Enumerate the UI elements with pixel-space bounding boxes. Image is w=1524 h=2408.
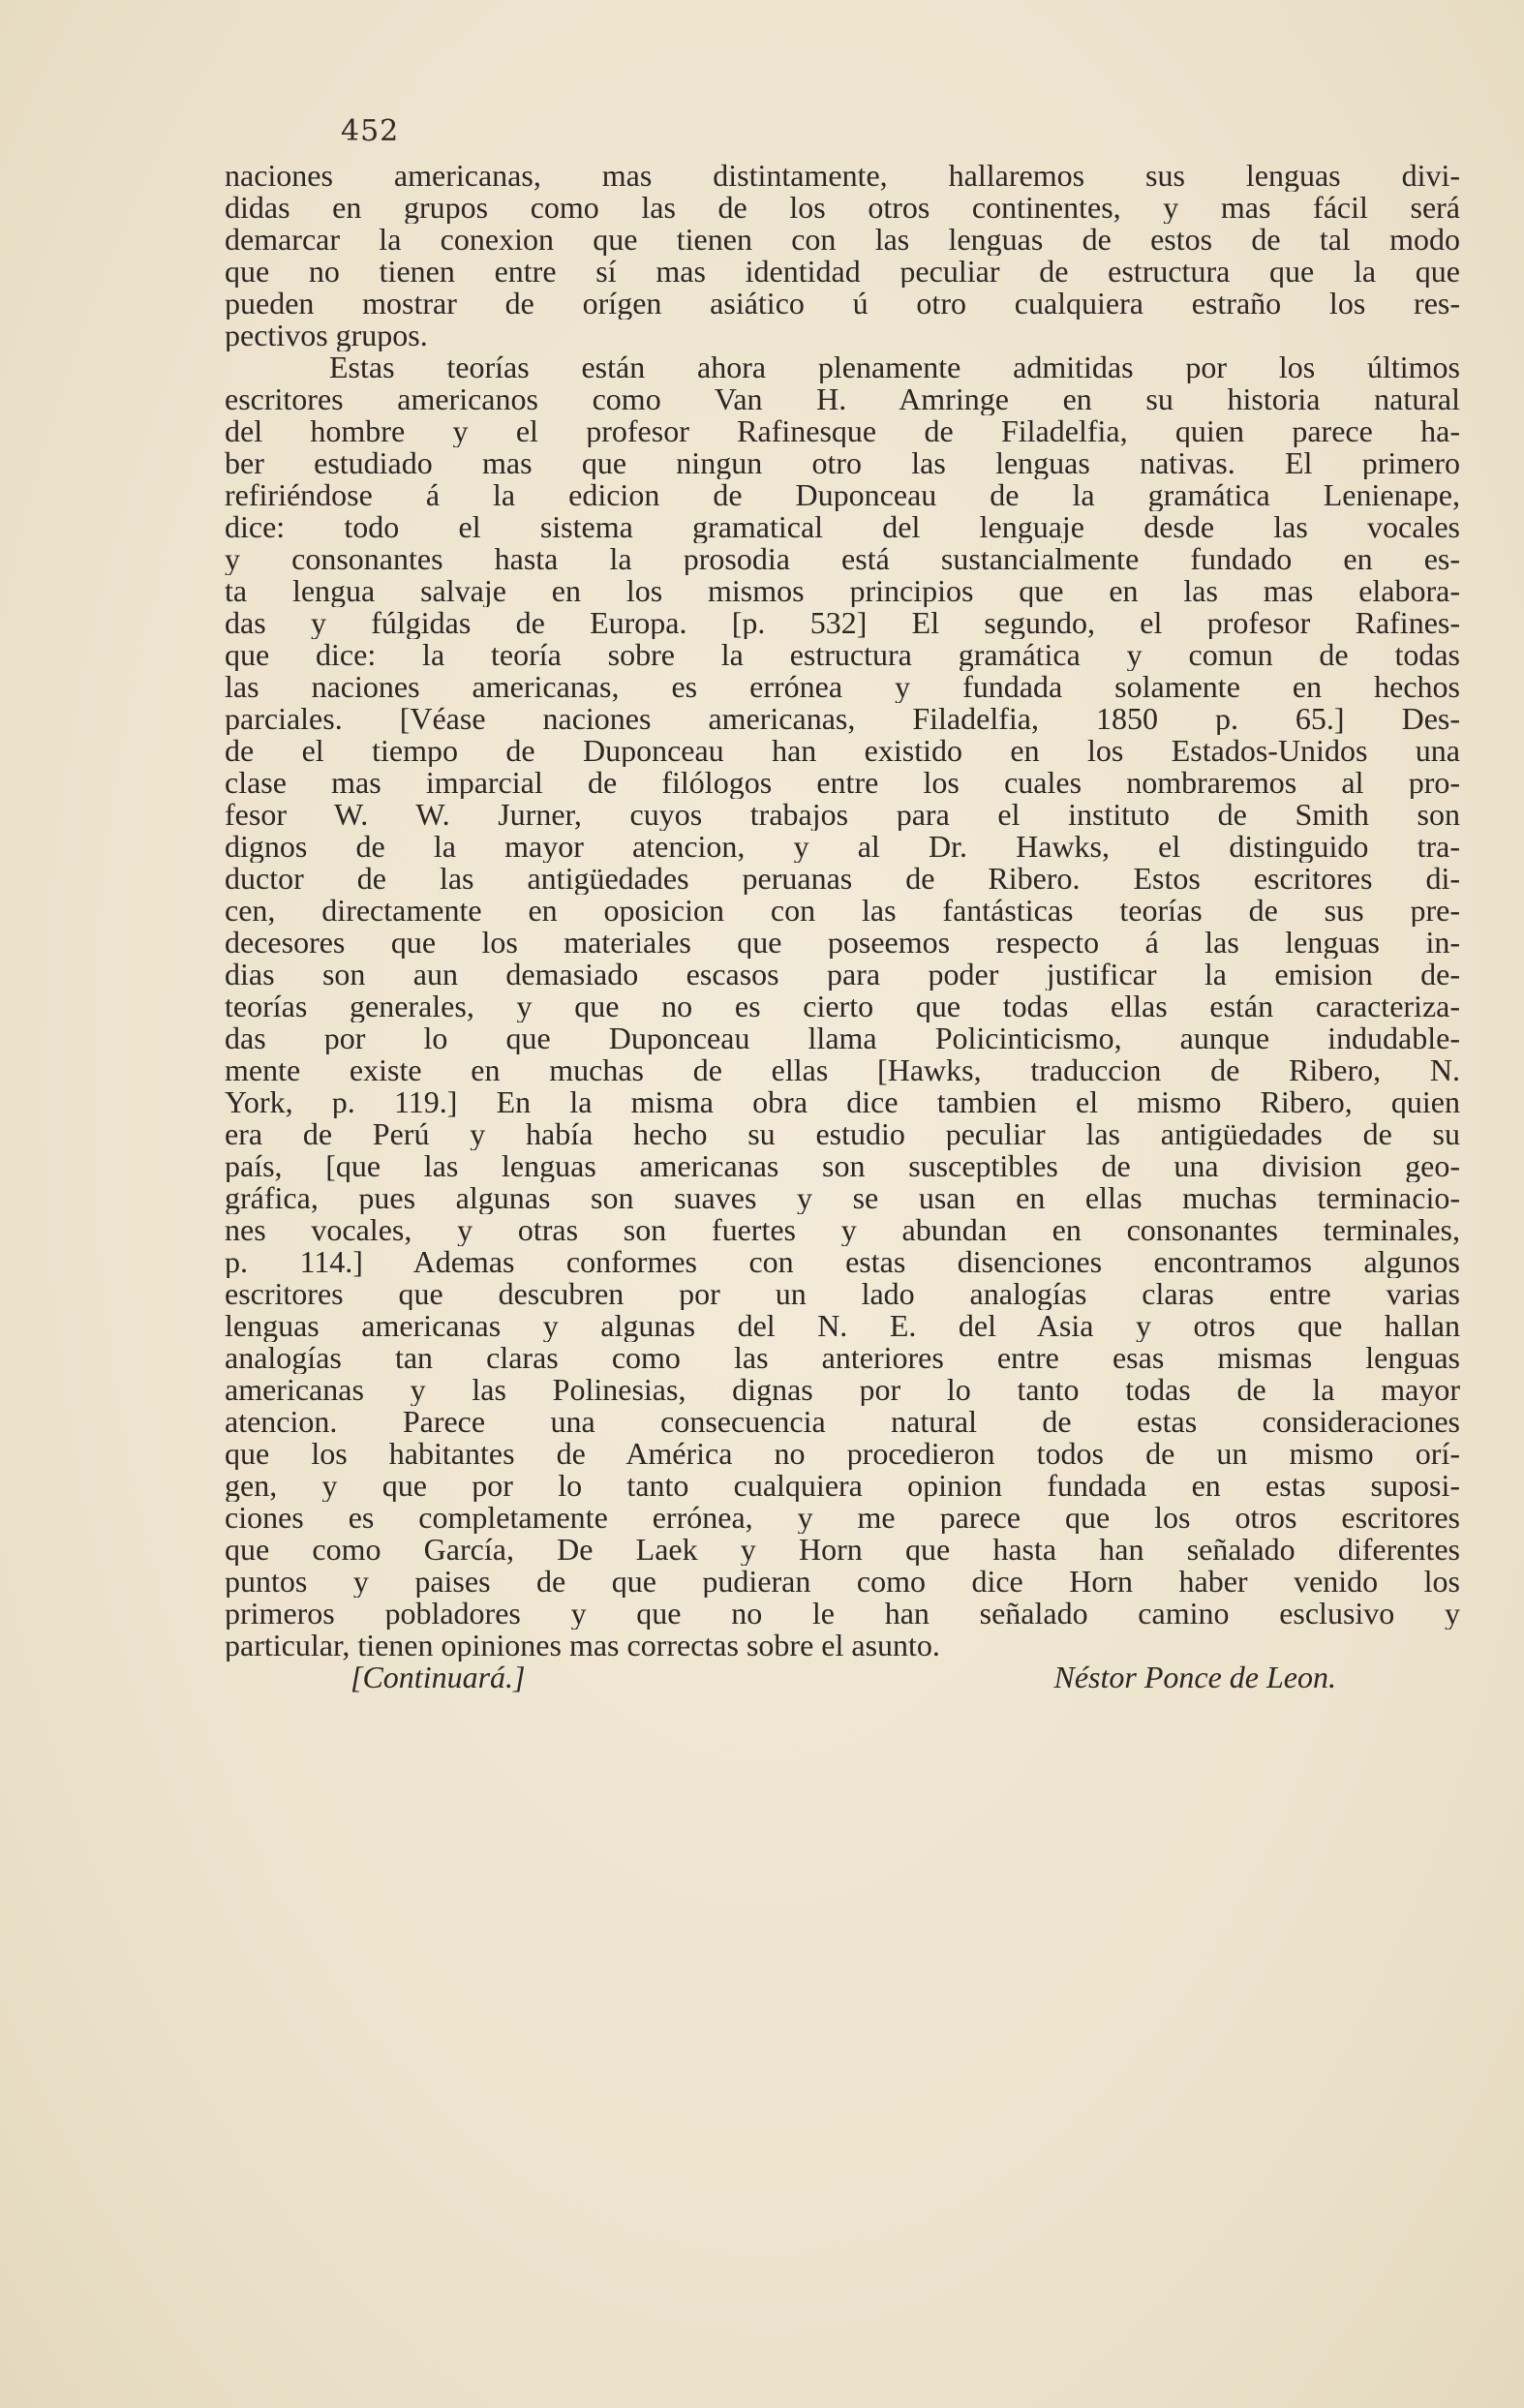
text-line: cen, directamente en oposicion con las fantásticas teorías de sus pre- [225,895,1460,927]
text-line: atencion. Parece una consecuencia natural de estas consideraciones [225,1406,1460,1438]
text-line: didas en grupos como las de los otros continentes, y mas fácil será [225,192,1460,224]
continuation-note: [Continuará.] [351,1660,526,1694]
text-line: demarcar la conexion que tienen con las lenguas de estos de tal modo [225,224,1460,256]
author-name: Néstor Ponce de Leon. [1053,1660,1336,1694]
text-line: de el tiempo de Duponceau han existido en los Estados-Unidos una [225,735,1460,767]
text-line: ciones es completamente errónea, y me parece que los otros escritores [225,1502,1460,1534]
text-line: y consonantes hasta la prosodia está sustancialmente fundado en es- [225,543,1460,575]
text-line: escritores que descubren por un lado analogías claras entre varias [225,1278,1460,1310]
text-line: dice: todo el sistema gramatical del lenguaje desde las vocales [225,511,1460,543]
text-line: fesor W. W. Jurner, cuyos trabajos para el instituto de Smith son [225,799,1460,831]
text-line: particular, tienen opiniones mas correctas sobre el asunto. [225,1630,940,1661]
text-line: lenguas americanas y algunas del N. E. del Asia y otros que hallan [225,1310,1460,1342]
text-line: país, [que las lenguas americanas son susceptibles de una division geo- [225,1150,1460,1182]
text-line: mente existe en muchas de ellas [Hawks, traduccion de Ribero, N. [225,1054,1460,1086]
text-line: pueden mostrar de orígen asiático ú otro cualquiera estraño los res- [225,288,1460,320]
text-line: clase mas imparcial de filólogos entre los cuales nombraremos al pro- [225,767,1460,799]
signature-line [225,1661,1460,1693]
text-line: americanas y las Polinesias, dignas por lo tanto todas de la mayor [225,1374,1460,1406]
text-line: nes vocales, y otras son fuertes y abundan en consonantes terminales, [225,1214,1460,1246]
text-line: escritores americanos como Van H. Amringe en su historia natural [225,383,1460,415]
body-text [225,160,1460,1693]
text-line: parciales. [Véase naciones americanas, Filadelfia, 1850 p. 65.] Des- [225,703,1460,735]
text-line: dias son aun demasiado escasos para poder justificar la emision de- [225,959,1460,991]
text-line: York, p. 119.] En la misma obra dice tambien el mismo Ribero, quien [225,1086,1460,1118]
text-line: que como García, De Laek y Horn que hasta han señalado diferentes [225,1534,1460,1566]
text-line: das por lo que Duponceau llama Policinticismo, aunque indudable- [225,1022,1460,1054]
page-number: 452 [341,114,400,148]
text-line: decesores que los materiales que poseemos respecto á las lenguas in- [225,927,1460,959]
text-line: puntos y paises de que pudieran como dice Horn haber venido los [225,1566,1460,1598]
text-line: que dice: la teoría sobre la estructura gramática y comun de todas [225,639,1460,671]
text-line: ber estudiado mas que ningun otro las lenguas nativas. El primero [225,447,1460,479]
text-line: gráfica, pues algunas son suaves y se usan en ellas muchas terminacio- [225,1182,1460,1214]
text-line: analogías tan claras como las anteriores entre esas mismas lenguas [225,1342,1460,1374]
text-line: p. 114.] Ademas conformes con estas disenciones encontramos algunos [225,1246,1460,1278]
text-line: las naciones americanas, es errónea y fundada solamente en hechos [225,671,1460,703]
text-line: primeros pobladores y que no le han señalado camino esclusivo y [225,1598,1460,1630]
text-line: del hombre y el profesor Rafinesque de Filadelfia, quien parece ha- [225,415,1460,447]
text-line: teorías generales, y que no es cierto que todas ellas están caracteriza- [225,991,1460,1022]
text-line: ta lengua salvaje en los mismos principios que en las mas elabora- [225,575,1460,607]
text-line: gen, y que por lo tanto cualquiera opinion fundada en estas suposi- [225,1470,1460,1502]
text-line: que los habitantes de América no procedieron todos de un mismo orí- [225,1438,1460,1470]
text-line: era de Perú y había hecho su estudio peculiar las antigüedades de su [225,1118,1460,1150]
text-line: ductor de las antigüedades peruanas de Ribero. Estos escritores di- [225,863,1460,895]
text-line: que no tienen entre sí mas identidad peculiar de estructura que la que [225,256,1460,288]
text-line: dignos de la mayor atencion, y al Dr. Hawks, el distinguido tra- [225,831,1460,863]
text-line: Estas teorías están ahora plenamente admitidas por los últimos [329,351,1460,383]
text-line: naciones americanas, mas distintamente, hallaremos sus lenguas divi- [225,160,1460,192]
text-line: das y fúlgidas de Europa. [p. 532] El segundo, el profesor Rafines- [225,607,1460,639]
text-line: refiriéndose á la edicion de Duponceau de la gramática Lenienape, [225,479,1460,511]
text-line: pectivos grupos. [225,320,428,351]
